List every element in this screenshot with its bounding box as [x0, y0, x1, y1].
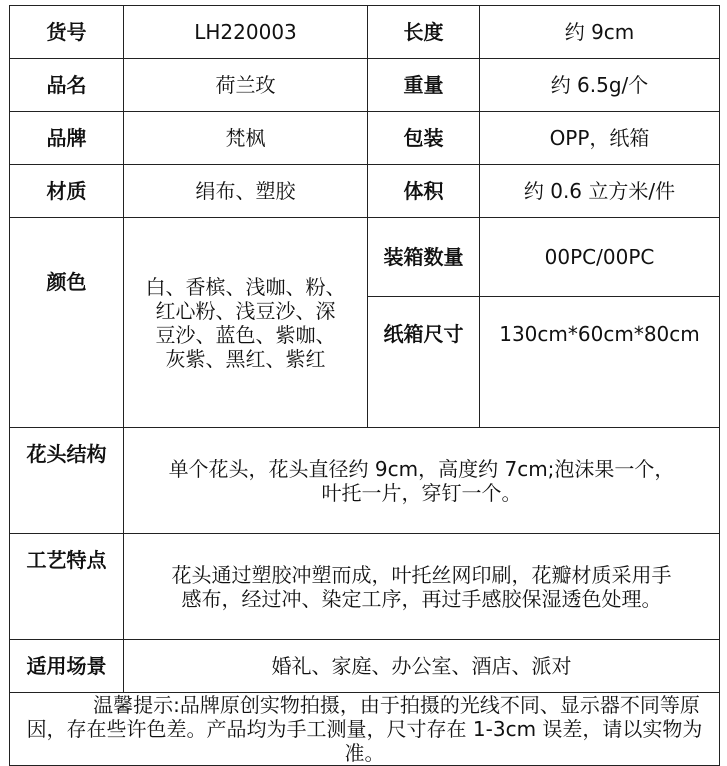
value-usage: 婚礼、家庭、办公室、酒店、派对: [124, 640, 720, 693]
table-row: [10, 165, 720, 218]
table-row: [10, 640, 720, 693]
label-packing: 包装: [368, 112, 480, 165]
label-weight: 重量: [368, 59, 480, 112]
label-brand: 品牌: [10, 112, 124, 165]
label-color: 颜色: [10, 218, 124, 428]
value-box-size: 130cm*60cm*80cm: [480, 297, 720, 428]
table-row: [10, 218, 720, 297]
value-item-no: LH220003: [124, 6, 368, 59]
table-row: [10, 6, 720, 59]
label-usage: 适用场景: [10, 640, 124, 693]
value-weight: 约 6.5g/个: [480, 59, 720, 112]
value-length: 约 9cm: [480, 6, 720, 59]
value-box-qty: 00PC/00PC: [480, 218, 720, 297]
value-material: 绢布、塑胶: [124, 165, 368, 218]
value-color: [124, 218, 368, 428]
label-box-qty: 装箱数量: [368, 218, 480, 297]
disclaimer-cell: [10, 693, 720, 766]
value-brand: 梵枫: [124, 112, 368, 165]
structure-line: 叶托一片，穿钉一个。: [321, 480, 522, 505]
value-structure: [124, 428, 720, 534]
label-volume: 体积: [368, 165, 480, 218]
value-volume: 约 0.6 立方米/件: [480, 165, 720, 218]
label-item-no: 货号: [10, 6, 124, 59]
craft-line: 感布，经过冲、染定工序，再过手感胶保湿透色处理。: [181, 586, 662, 611]
value-packing: OPP，纸箱: [480, 112, 720, 165]
color-line: 红心粉、浅豆沙、深: [155, 298, 336, 323]
label-material: 材质: [10, 165, 124, 218]
label-name: 品名: [10, 59, 124, 112]
value-craft: [124, 534, 720, 640]
color-line: 灰紫、黑红、紫红: [165, 346, 326, 371]
spec-table: [9, 5, 720, 766]
label-length: 长度: [368, 6, 480, 59]
table-row: [10, 534, 720, 640]
label-box-size: 纸箱尺寸: [368, 297, 480, 428]
color-line: 白、香槟、浅咖、粉、: [145, 274, 346, 299]
structure-line: 单个花头，花头直径约 9cm，高度约 7cm;泡沫果一个，: [168, 456, 675, 481]
value-name: 荷兰玫: [124, 59, 368, 112]
product-spec-sheet: [9, 5, 719, 765]
table-row: [10, 693, 720, 766]
craft-line: 花头通过塑胶冲塑而成，叶托丝网印刷，花瓣材质采用手: [171, 562, 672, 587]
color-line: 豆沙、蓝色、紫咖、: [155, 322, 336, 347]
disclaimer-text: 温馨提示:品牌原创实物拍摄，由于拍摄的光线不同、显示器不同等原因，存在些许色差。产品均为手工测量，尺寸存在 1-3cm 误差，请以实物为准。: [26, 693, 703, 765]
table-row: [10, 428, 720, 534]
table-row: [10, 59, 720, 112]
label-structure: 花头结构: [10, 428, 124, 534]
table-row: [10, 112, 720, 165]
label-craft: 工艺特点: [10, 534, 124, 640]
